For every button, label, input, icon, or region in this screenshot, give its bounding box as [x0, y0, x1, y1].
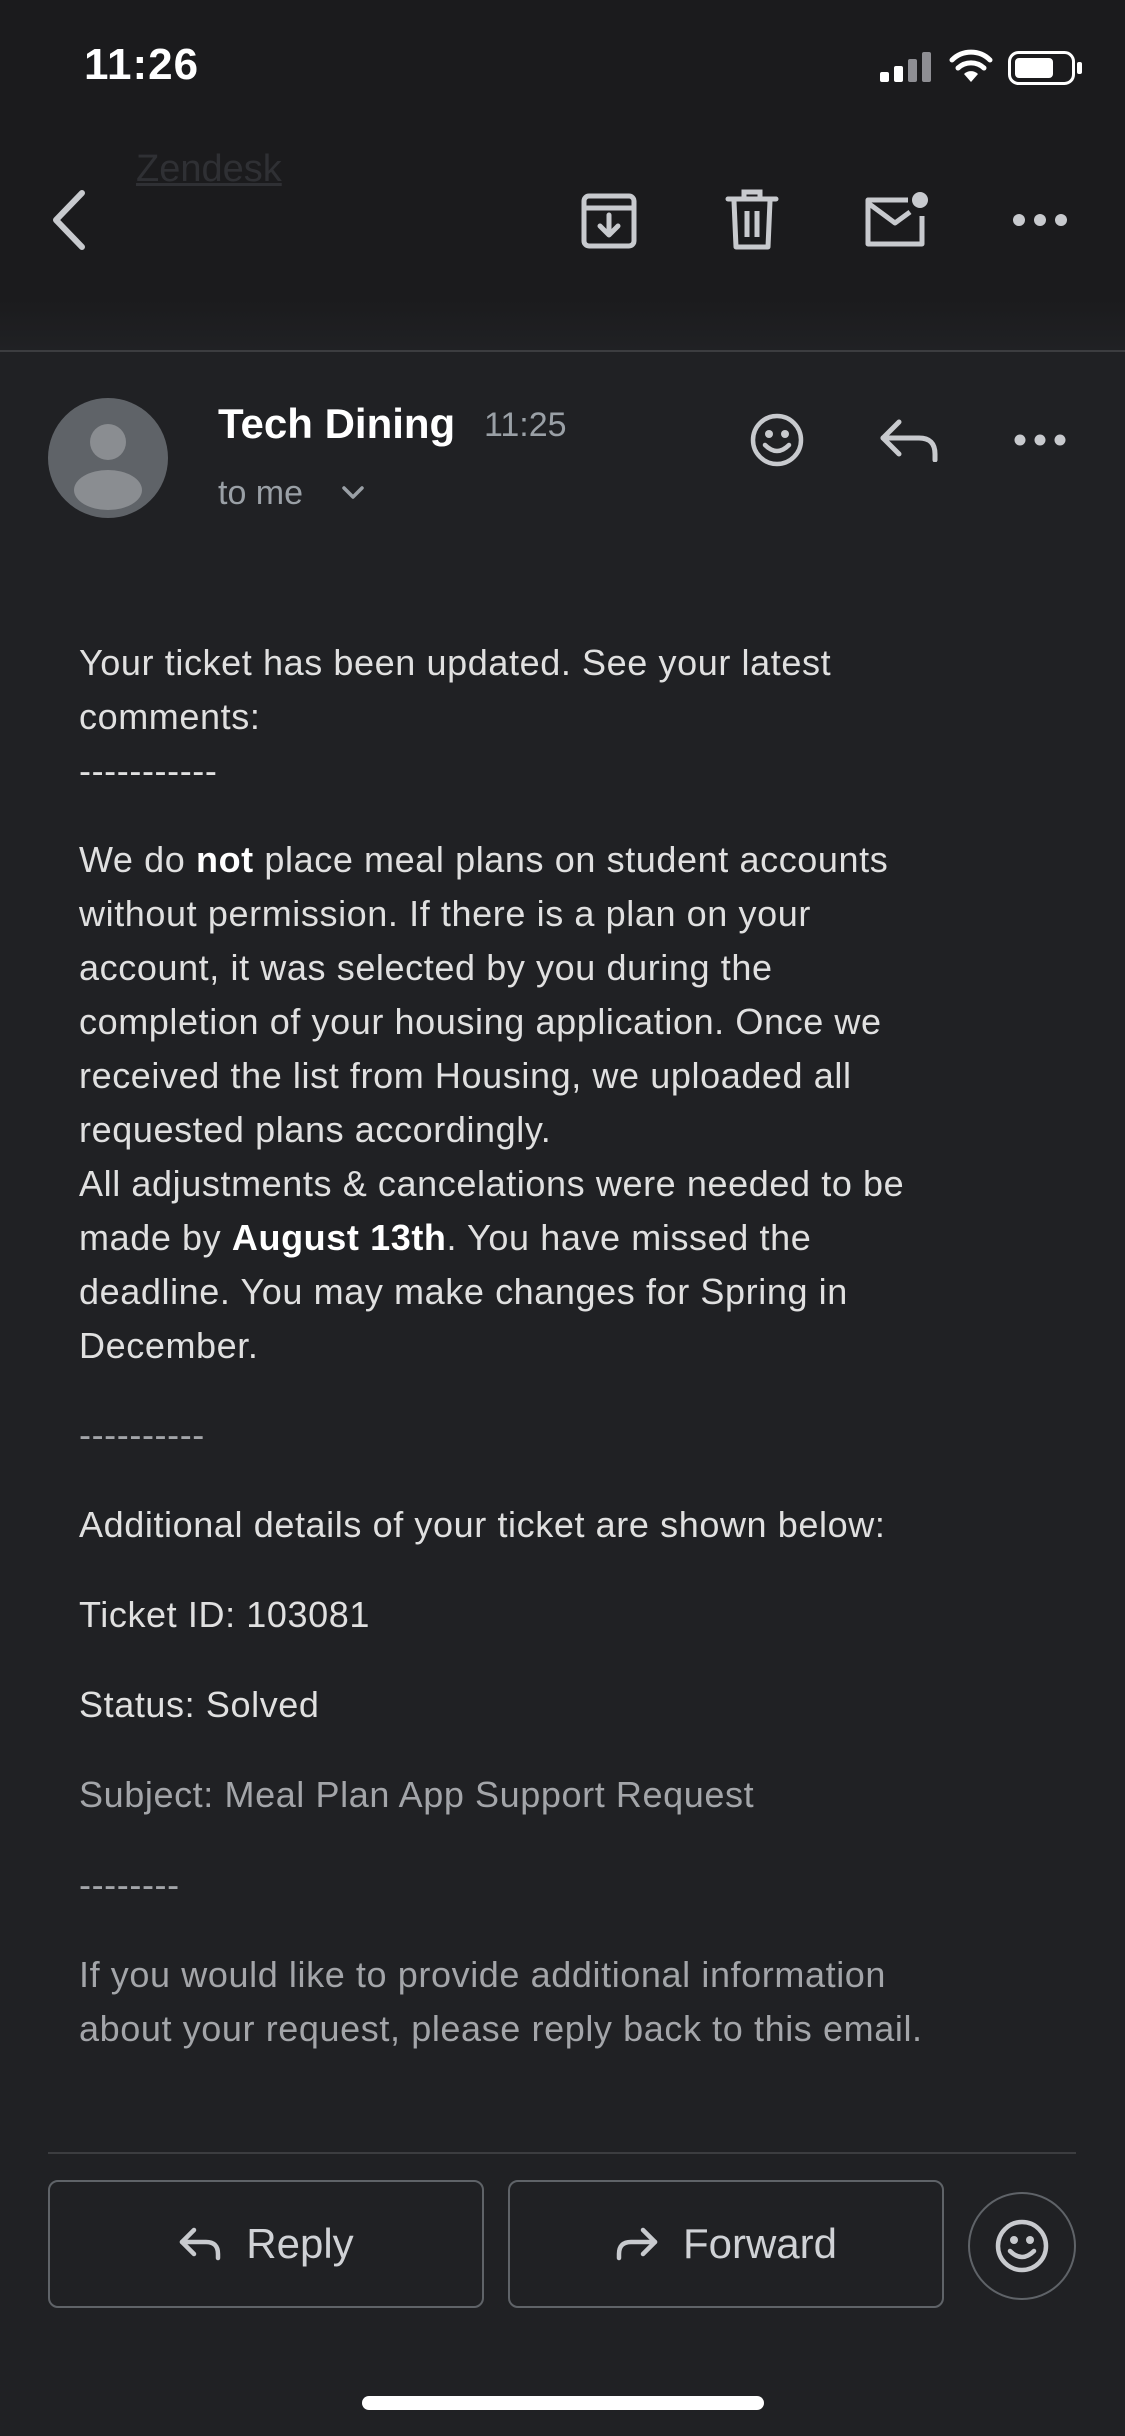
status-time: 11:26	[84, 40, 200, 89]
react-button[interactable]	[737, 400, 817, 480]
body-line: deadline. You may make changes for Spring in	[79, 1271, 848, 1312]
trash-icon	[724, 189, 780, 251]
delete-button[interactable]	[712, 180, 792, 260]
forward-icon	[615, 2227, 659, 2261]
top-bar-shadow	[0, 300, 1125, 350]
body-line: account, it was selected by you during the	[79, 947, 773, 988]
smiley-icon	[994, 2218, 1050, 2274]
forward-button[interactable]	[508, 2180, 944, 2308]
home-indicator[interactable]	[362, 2396, 764, 2410]
body-line: without permission. If there is a plan on your	[79, 893, 811, 934]
back-button[interactable]	[28, 180, 108, 260]
reply-icon	[178, 2227, 222, 2261]
mark-unread-button[interactable]	[856, 180, 936, 260]
signal-icon	[880, 52, 936, 82]
message-time: 11:25	[484, 406, 567, 444]
separator-line: -----------	[79, 750, 218, 791]
body-line: completion of your housing application. Once we	[79, 1001, 882, 1042]
forward-label: Forward	[682, 2220, 838, 2267]
ticket-id: Ticket ID: 103081	[79, 1594, 371, 1635]
details-intro: Additional details of your ticket are shown below:	[79, 1504, 886, 1545]
archive-button[interactable]	[569, 180, 649, 260]
battery-icon	[1008, 51, 1084, 85]
back-icon	[46, 187, 90, 253]
archive-icon	[579, 190, 639, 250]
separator-line: ----------	[79, 1414, 205, 1455]
ticket-subject: Subject: Meal Plan App Support Request	[79, 1774, 755, 1815]
body-line: Your ticket has been updated. See your latest	[79, 642, 832, 683]
mark-unread-icon	[862, 190, 930, 250]
emoji-react-button[interactable]	[968, 2192, 1076, 2300]
sender-name[interactable]: Tech Dining	[218, 400, 456, 447]
divider	[0, 350, 1125, 352]
body-line: received the list from Housing, we uploaded all	[79, 1055, 852, 1096]
ghost-link-text: Zendesk	[136, 148, 282, 190]
separator-line: --------	[79, 1864, 180, 1905]
bold-text: August 13th	[231, 1217, 447, 1258]
footer-line: If you would like to provide additional information	[79, 1954, 887, 1995]
chevron-down-icon[interactable]	[340, 484, 366, 502]
footer-line: about your request, please reply back to this email.	[79, 2008, 923, 2049]
avatar[interactable]	[48, 398, 168, 518]
recipient-label[interactable]: to me	[218, 474, 304, 512]
body-line: comments:	[79, 696, 261, 737]
body-line: We do not place meal plans on student accounts	[79, 839, 889, 880]
smiley-icon	[749, 412, 805, 468]
more-icon	[1012, 213, 1068, 227]
body-line: requested plans accordingly.	[79, 1109, 552, 1150]
reply-label: Reply	[246, 2220, 354, 2267]
body-line: All adjustments & cancelations were needed to be	[79, 1163, 905, 1204]
person-icon	[48, 398, 168, 518]
more-options-button[interactable]	[1000, 180, 1080, 260]
bold-text: not	[196, 839, 254, 880]
wifi-icon	[949, 48, 993, 82]
reply-header-button[interactable]	[869, 400, 949, 480]
message-more-button[interactable]	[1000, 400, 1080, 480]
ticket-status: Status: Solved	[79, 1684, 320, 1725]
more-icon	[1014, 434, 1066, 446]
body-line: December.	[79, 1325, 259, 1366]
reply-icon	[879, 418, 939, 462]
divider	[48, 2152, 1076, 2154]
body-line: made by August 13th. You have missed the	[79, 1217, 812, 1258]
reply-button[interactable]	[48, 2180, 484, 2308]
